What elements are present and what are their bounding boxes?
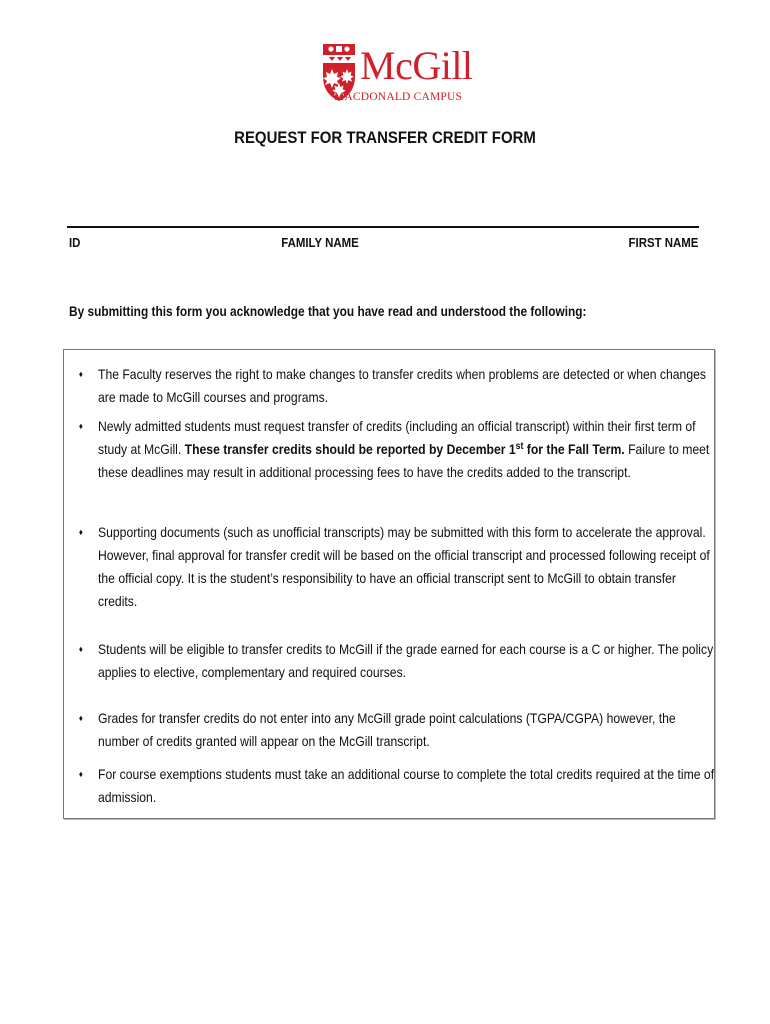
logo-campus-name: MACDONALD CAMPUS (334, 91, 463, 103)
mcgill-logo (322, 42, 473, 108)
term-text: Supporting documents (such as unofficial transcripts) may be submitted with this form to accelerate the approval. However, final approval for transfer credit will be based on the official transcript and processed following receipt of the official copy. It is the student’s responsibility to have an official transcript sent to McGill to obtain transfer credits. (98, 524, 710, 609)
bullet-icon: ♦ (78, 369, 83, 379)
family-name-label: FAMILY NAME (281, 235, 359, 250)
bullet-icon: ♦ (78, 644, 83, 654)
bullet-icon: ♦ (78, 527, 83, 537)
term-deadline-suffix: st (515, 441, 524, 452)
form-title: REQUEST FOR TRANSFER CREDIT FORM (234, 128, 536, 147)
term-item (78, 363, 716, 409)
term-text: Grades for transfer credits do not enter into any McGill grade point calculations (TGPA/CGPA) however, the number of credits granted will appear on the McGill transcript. (98, 710, 676, 749)
term-deadline-term: for the Fall Term. (523, 441, 625, 457)
term-text: For course exemptions students must take an additional course to complete the total credits required at the time of admission. (98, 766, 715, 805)
term-text-after: Failure to meet these deadlines may result in additional processing fees to have the credits added to the transcript. (98, 441, 710, 480)
term-text: Newly admitted students must request transfer of credits (including an official transcript) within their first term of study at McGill. (98, 418, 696, 457)
term-item (78, 638, 716, 684)
term-item (78, 415, 716, 484)
bullet-icon: ♦ (78, 713, 83, 723)
first-name-label: FIRST NAME (628, 235, 698, 250)
term-item (78, 763, 716, 809)
term-text: The Faculty reserves the right to make changes to transfer credits when problems are detected or when changes are made to McGill courses and programs. (98, 366, 706, 405)
logo-wordmark: McGill (360, 43, 473, 88)
term-item (78, 521, 716, 613)
id-label: ID (69, 235, 81, 250)
acknowledgement-text: By submitting this form you acknowledge that you have read and understood the following: (69, 304, 587, 319)
bullet-icon: ♦ (78, 421, 83, 431)
term-text: Students will be eligible to transfer credits to McGill if the grade earned for each course is a C or higher. The policy applies to elective, complementary and required courses. (98, 641, 714, 680)
term-item (78, 707, 716, 753)
name-field-line[interactable] (67, 226, 699, 228)
bullet-icon: ♦ (78, 769, 83, 779)
term-deadline-text: These transfer credits should be reported by December 1 (184, 441, 516, 457)
